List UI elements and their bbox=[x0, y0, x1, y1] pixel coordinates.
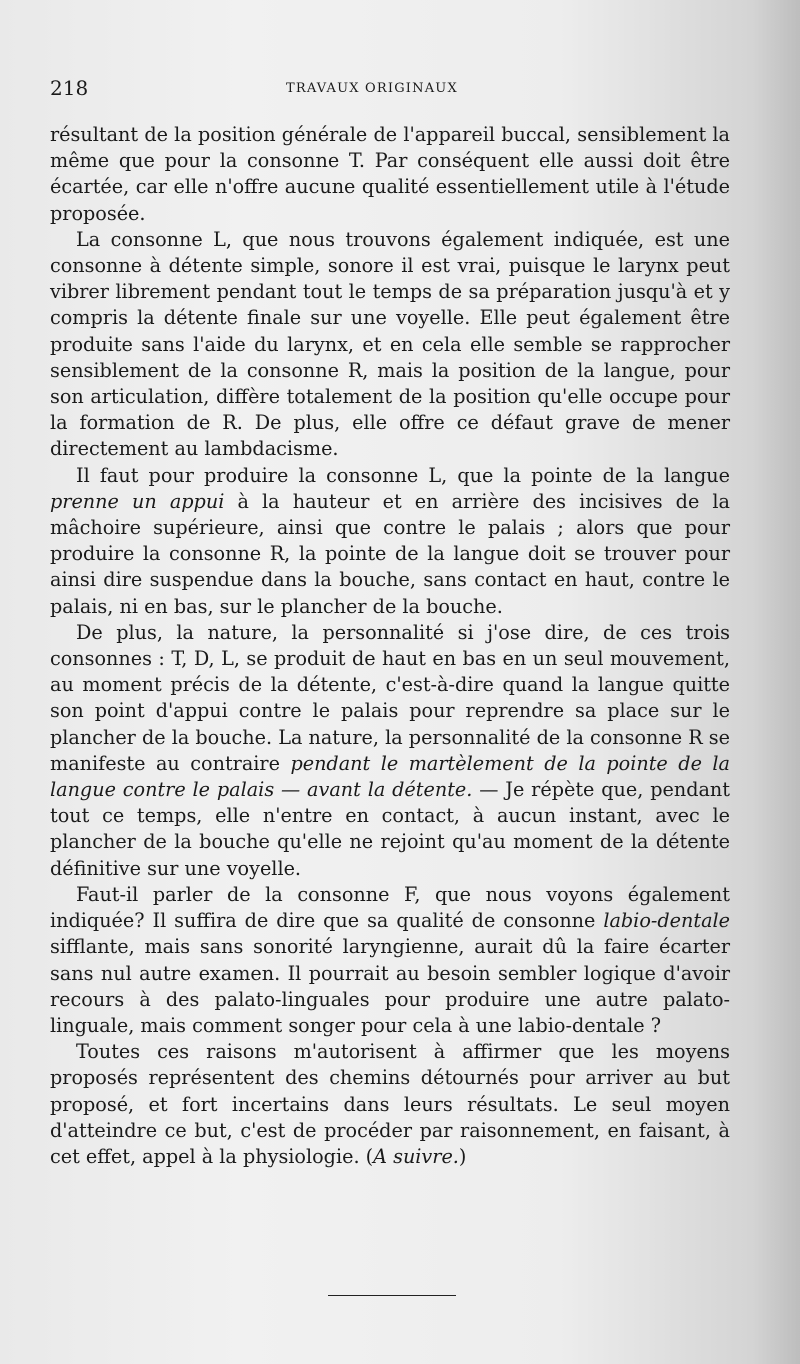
paragraph-text: La consonne L, que nous trouvons également indiquée, est une consonne à détente simple, sonore il est vrai, puisque le larynx peut vibrer librement pendant tout le temps de sa préparation jusqu'à et y compris la détente finale sur une voyelle. Elle peut également être produite sans l'aide du larynx, et en cela elle semble se rapprocher sensiblement de la consonne R, mais la position de la langue, pour son articulation, diffère totalement de la position qu'elle occupe pour la formation de R. De plus, elle offre ce défaut grave de mener directement au lambdacisme. bbox=[50, 227, 730, 461]
paragraph-text: Toutes ces raisons m'autorisent à affirmer que les moyens proposés représentent des chemins détournés pour arriver au but proposé, et fort incertains dans leurs résultats. Le seul moyen d'atteindre ce but, c'est de procéder par raisonnement, en faisant, à cet effet, appel à la physiologie. ( bbox=[50, 1040, 730, 1168]
paragraph-text: sifflante, mais sans sonorité laryngienne, aurait dû la faire écarter sans nul autre examen. Il pourrait au besoin sembler logique d'avoir recours à des palato-linguales pour produire une autre palato-linguale, mais comment songer pour cela à une labio-dentale ? bbox=[50, 935, 730, 1037]
italic-phrase: A suivre. bbox=[373, 1144, 459, 1168]
italic-phrase: prenne un appui bbox=[50, 489, 225, 513]
paragraph-text: résultant de la position générale de l'appareil buccal, sensiblement la même que pour la consonne T. Par conséquent elle aussi doit être écartée, car elle n'offre aucune qualité essentiellement utile à l'étude proposée. bbox=[50, 123, 730, 225]
paragraph bbox=[50, 122, 730, 227]
paragraph-text: — Je répète que, pendant tout ce temps, elle n'entre en contact, à aucun instant, avec le plancher de la bouche qu'elle ne rejoint qu'au moment de la détente définitive sur une voyelle. bbox=[50, 778, 730, 880]
page-number: 218 bbox=[50, 76, 89, 100]
paragraph bbox=[50, 227, 730, 463]
paragraph-text: Faut-il parler de la consonne F, que nous voyons également indiquée? Il suffira de dire que sa qualité de consonne bbox=[50, 882, 730, 933]
paragraph bbox=[50, 882, 730, 1039]
closing-rule bbox=[328, 1295, 456, 1296]
paragraph-text: à la hauteur et en arrière des incisives de la mâchoire supérieure, ainsi que contre le palais ; alors que pour produire la consonne R, la pointe de la langue doit se trouver pour ainsi dire suspendue dans la bouche, sans contact en haut, contre le palais, ni en bas, sur le plancher de la bouche. bbox=[50, 489, 730, 618]
paragraph bbox=[50, 620, 730, 882]
italic-phrase: pendant le martèlement de la pointe de la langue contre le palais — avant la détente. bbox=[50, 751, 731, 802]
italic-phrase: labio-dentale bbox=[603, 909, 730, 933]
body-text bbox=[50, 122, 730, 1170]
running-head: TRAVAUX ORIGINAUX bbox=[286, 81, 458, 96]
paragraph bbox=[50, 463, 730, 620]
paragraph-text: ) bbox=[458, 1144, 467, 1168]
paragraph bbox=[50, 1039, 730, 1170]
page-header bbox=[50, 76, 750, 100]
paragraph-text: De plus, la nature, la personnalité si j'ose dire, de ces trois consonnes : T, D, L, se produit de haut en bas en un seul mouvement, au moment précis de la détente, c'est-à-dire quand la langue quitte son point d'appui contre le palais pour reprendre sa place sur le plancher de la bouche. La nature, la personnalité de la consonne R se manifeste au contraire bbox=[50, 620, 730, 775]
paragraph-text: Il faut pour produire la consonne L, que la pointe de la langue bbox=[76, 463, 730, 487]
